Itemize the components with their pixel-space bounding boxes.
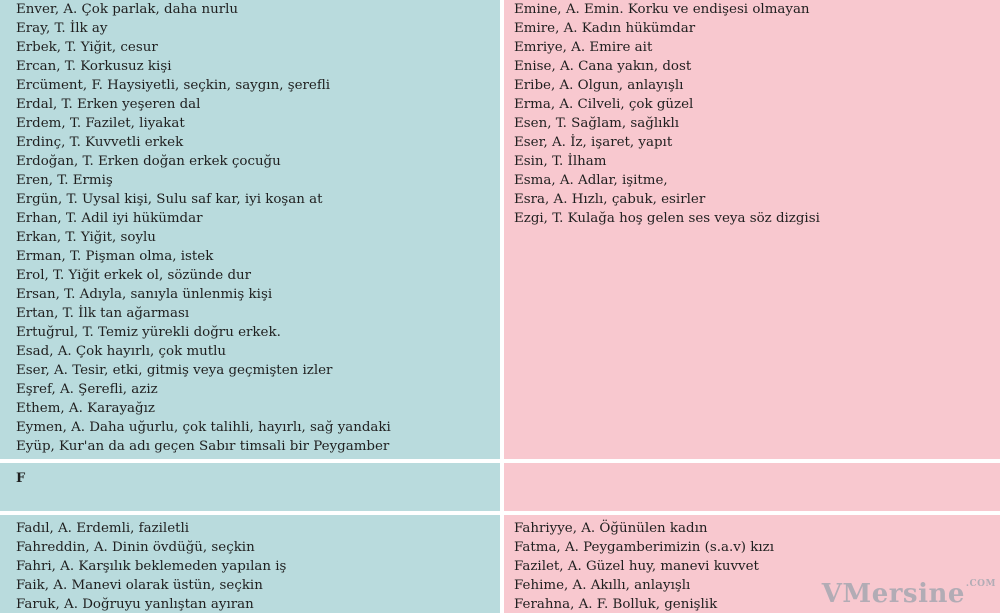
name-entry: Eser, A. İz, işaret, yapıt <box>514 135 673 150</box>
name-entry: Faik, A. Manevi olarak üstün, seçkin <box>16 578 263 593</box>
section-letter-f: F <box>16 471 26 486</box>
name-entry: Esad, A. Çok hayırlı, çok mutlu <box>16 344 227 359</box>
name-entry: Emriye, A. Emire ait <box>514 40 653 55</box>
name-entry: Ersan, T. Adıyla, sanıyla ünlenmiş kişi <box>16 287 273 302</box>
name-entry: Emine, A. Emin. Korku ve endişesi olmayan <box>514 2 810 17</box>
name-entry: Esen, T. Sağlam, sağlıklı <box>514 116 680 131</box>
name-entry: Enver, A. Çok parlak, daha nurlu <box>16 2 239 17</box>
name-entry: Erdal, T. Erken yeşeren dal <box>16 97 201 112</box>
name-entry: Erol, T. Yiğit erkek ol, sözünde dur <box>16 268 252 283</box>
name-entry: Fahri, A. Karşılık beklemeden yapılan iş <box>16 559 287 574</box>
f-letter-header-cell-right <box>504 463 1000 511</box>
f-letter-header-cell <box>0 463 500 511</box>
name-entry: Ezgi, T. Kulağa hoş gelen ses veya söz dizgisi <box>514 211 820 226</box>
name-entry: Eyüp, Kur'an da adı geçen Sabır timsali bir Peygamber <box>16 439 390 454</box>
name-entry: Ertan, T. İlk tan ağarması <box>16 306 190 321</box>
name-entry: Esin, T. İlham <box>514 154 607 169</box>
name-entry: Enise, A. Cana yakın, dost <box>514 59 692 74</box>
name-entry: Eren, T. Ermiş <box>16 173 113 188</box>
name-entry: Ferahna, A. F. Bolluk, genişlik <box>514 597 718 612</box>
name-entry: Erhan, T. Adil iyi hükümdar <box>16 211 203 226</box>
name-entry: Esma, A. Adlar, işitme, <box>514 173 668 188</box>
name-entry: Ercüment, F. Haysiyetli, seçkin, saygın, şerefli <box>16 78 331 93</box>
e-female-names-list <box>504 0 1000 228</box>
name-entry: Fahriyye, A. Öğünülen kadın <box>514 521 708 536</box>
name-entry: Eribe, A. Olgun, anlayışlı <box>514 78 684 93</box>
name-entry: Emire, A. Kadın hükümdar <box>514 21 696 36</box>
name-entry: Erdem, T. Fazilet, liyakat <box>16 116 185 131</box>
name-entry: Ertuğrul, T. Temiz yürekli doğru erkek. <box>16 325 281 340</box>
name-entry: Fehime, A. Akıllı, anlayışlı <box>514 578 691 593</box>
name-entry: Ethem, A. Karayağız <box>16 401 155 416</box>
name-entry: Eser, A. Tesir, etki, gitmiş veya geçmişten izler <box>16 363 333 378</box>
name-entry: Esra, A. Hızlı, çabuk, esirler <box>514 192 706 207</box>
name-entry: Eymen, A. Daha uğurlu, çok talihli, hayırlı, sağ yandaki <box>16 420 391 435</box>
watermark-logo: VMersine$^{.COM}$ <box>821 579 996 609</box>
e-male-names-cell <box>0 0 500 459</box>
name-entry: Ergün, T. Uysal kişi, Sulu saf kar, iyi koşan at <box>16 192 323 207</box>
name-entry: Fadıl, A. Erdemli, faziletli <box>16 521 190 536</box>
e-female-names-cell <box>504 0 1000 459</box>
f-male-names-cell <box>0 515 500 613</box>
name-entry: Erma, A. Cilveli, çok güzel <box>514 97 694 112</box>
f-female-names-cell <box>504 515 1000 613</box>
name-entry: Ercan, T. Korkusuz kişi <box>16 59 172 74</box>
e-male-names-list <box>0 0 500 456</box>
name-entry: Erkan, T. Yiğit, soylu <box>16 230 156 245</box>
name-entry: Eşref, A. Şerefli, aziz <box>16 382 158 397</box>
name-entry: Erman, T. Pişman olma, istek <box>16 249 214 264</box>
name-entry: Faruk, A. Doğruyu yanlıştan ayıran <box>16 597 254 612</box>
name-entry: Fahreddin, A. Dinin övdüğü, seçkin <box>16 540 255 555</box>
name-entry: Erdinç, T. Kuvvetli erkek <box>16 135 184 150</box>
f-male-names-list <box>0 515 500 614</box>
name-entry: Eray, T. İlk ay <box>16 21 108 36</box>
name-entry: Fatma, A. Peygamberimizin (s.a.v) kızı <box>514 540 775 555</box>
name-entry: Erbek, T. Yiğit, cesur <box>16 40 158 55</box>
name-entry: Fazilet, A. Güzel huy, manevi kuvvet <box>514 559 759 574</box>
name-entry: Erdoğan, T. Erken doğan erkek çocuğu <box>16 154 281 169</box>
